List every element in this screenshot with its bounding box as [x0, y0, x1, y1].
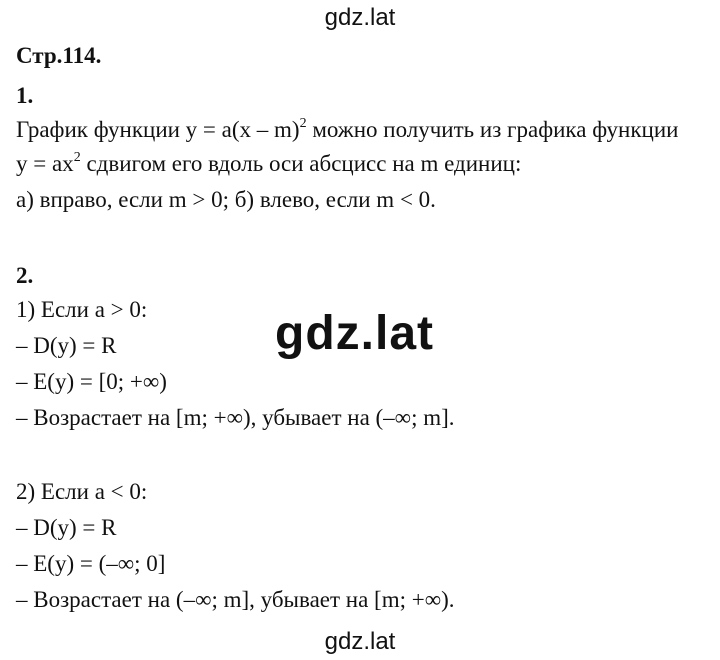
watermark-bottom: gdz.lat — [324, 628, 396, 655]
case2-title: 2) Если a < 0: — [16, 479, 148, 504]
task1-line1-text-a: График функции y = a(x – m) — [16, 117, 300, 142]
case2-monotonic: – Возрастает на (–∞; m], убывает на [m; +∞). — [16, 587, 455, 612]
watermark-center: gdz.lat — [275, 307, 434, 360]
page-heading: Стр.114. — [16, 43, 102, 68]
task1-line1-text-b: можно получить из графика функции — [306, 117, 679, 142]
task1-line3: а) вправо, если m > 0; б) влево, если m < 0. — [16, 187, 436, 212]
case2-domain: – D(y) = R — [16, 515, 117, 540]
task1-line2-exponent: 2 — [73, 150, 81, 166]
task1-line1 — [16, 116, 678, 144]
case2-range: – E(y) = (–∞; 0] — [16, 551, 166, 576]
case1-domain: – D(y) = R — [16, 333, 117, 358]
watermark-top: gdz.lat — [324, 4, 396, 31]
task1-number: 1. — [16, 83, 34, 108]
task1-line2-text-b: сдвигом его вдоль оси абсцисс на m единиц: — [80, 151, 522, 176]
task1-line1-exponent: 2 — [299, 116, 307, 132]
case1-range: – E(y) = [0; +∞) — [16, 369, 167, 394]
task1-line2 — [16, 150, 521, 178]
task1-line2-text-a: y = ax — [16, 151, 74, 176]
case1-title: 1) Если a > 0: — [16, 297, 148, 322]
task2-number: 2. — [16, 263, 34, 288]
case1-monotonic: – Возрастает на [m; +∞), убывает на (–∞; m]. — [16, 405, 455, 430]
